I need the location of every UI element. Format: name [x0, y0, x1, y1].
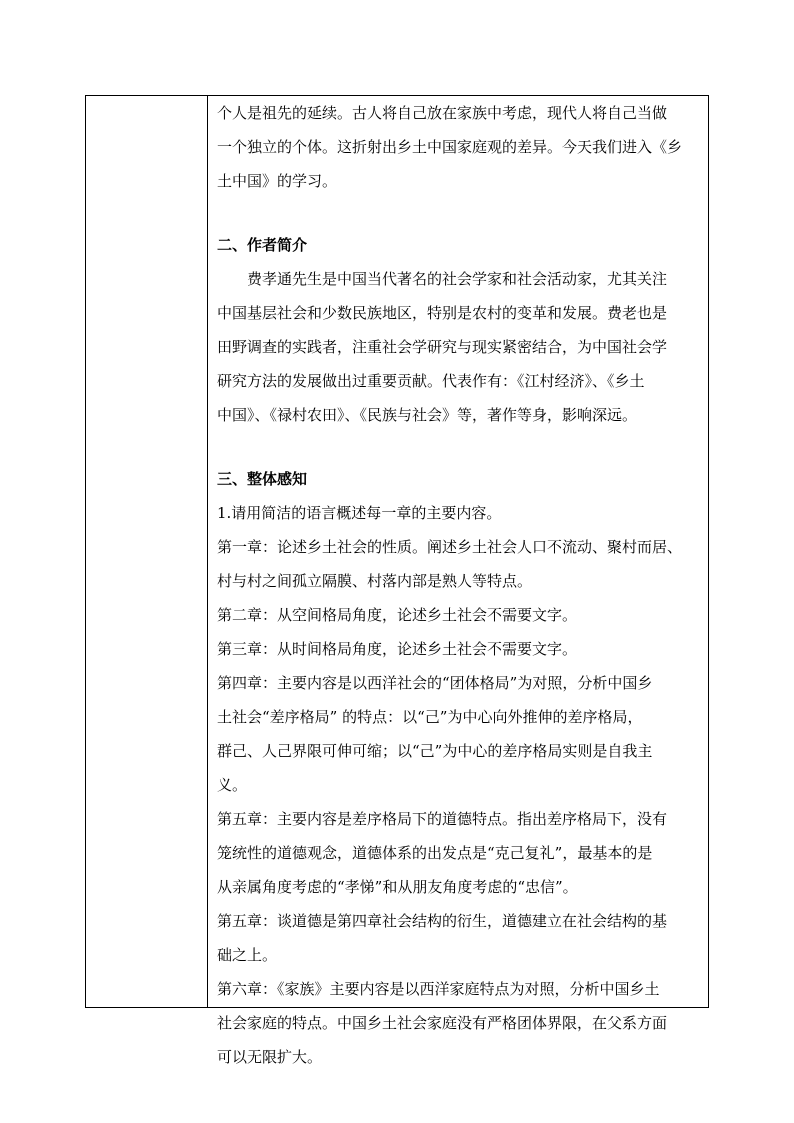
- overview-line: 社会家庭的特点。中国乡土社会家庭没有严格团体界限，在父系方面: [217, 1014, 668, 1032]
- intro-line: 土中国》的学习。: [217, 172, 338, 190]
- blank-line: [217, 198, 699, 228]
- overview-line: 第四章：主要内容是以西洋社会的“团体格局”为对照，分析中国乡: [217, 674, 653, 692]
- intro-line: 一个独立的个体。这折射出乡土中国家庭观的差异。今天我们进入《乡: [217, 138, 683, 156]
- intro-line: 个人是祖先的延续。古人将自己放在家族中考虑，现代人将自己当做: [217, 104, 668, 122]
- overview-line: 1.请用简洁的语言概述每一章的主要内容。: [217, 504, 502, 522]
- overview-line: 第五章：谈道德是第四章社会结构的衍生，道德建立在社会结构的基: [217, 912, 668, 930]
- overview-line: 义。: [217, 776, 248, 794]
- author-heading: 二、作者简介: [217, 236, 308, 254]
- author-line: 中国基层社会和少数民族地区，特别是农村的变革和发展。费老也是: [217, 304, 668, 322]
- blank-line: [217, 432, 699, 462]
- overview-line: 第一章：论述乡土社会的性质。阐述乡土社会人口不流动、聚村而居、: [217, 538, 683, 556]
- overview-line: 笼统性的道德观念，道德体系的出发点是“克己复礼”，最基本的是: [217, 844, 653, 862]
- overview-line: 第五章：主要内容是差序格局下的道德特点。指出差序格局下，没有: [217, 810, 668, 828]
- overview-line: 土社会“差序格局” 的特点：以“己”为中心向外推伸的差序格局，: [217, 708, 643, 726]
- overview-heading: 三、整体感知: [217, 470, 308, 488]
- overview-line: 村与村之间孤立隔膜、村落内部是熟人等特点。: [217, 572, 533, 590]
- overview-line: 群己、人己界限可伸可缩；以“己”为中心的差序格局实则是自我主: [217, 742, 653, 760]
- overview-line: 第三章：从时间格局角度，论述乡土社会不需要文字。: [217, 640, 578, 658]
- author-line: 研究方法的发展做出过重要贡献。代表作有：《江村经济》、《乡土: [217, 372, 645, 390]
- lesson-table: [85, 95, 709, 1066]
- column-divider: [207, 96, 208, 1007]
- overview-line: 础之上。: [217, 946, 278, 964]
- overview-line: 第二章：从空间格局角度，论述乡土社会不需要文字。: [217, 606, 578, 624]
- author-line: 费孝通先生是中国当代著名的社会学家和社会活动家，尤其关注: [217, 270, 668, 288]
- overview-line: 第六章：《家族》主要内容是以西洋家庭特点为对照，分析中国乡土: [217, 980, 660, 998]
- overview-line: 可以无限扩大。: [217, 1048, 323, 1066]
- author-line: 中国》、《禄村农田》、《民族与社会》等，著作等身，影响深远。: [217, 406, 638, 424]
- overview-line: 从亲属角度考虑的“孝悌”和从朋友角度考虑的“忠信”。: [217, 878, 578, 896]
- content-cell: [217, 96, 699, 1074]
- author-line: 田野调查的实践者，注重社会学研究与现实紧密结合，为中国社会学: [217, 338, 668, 356]
